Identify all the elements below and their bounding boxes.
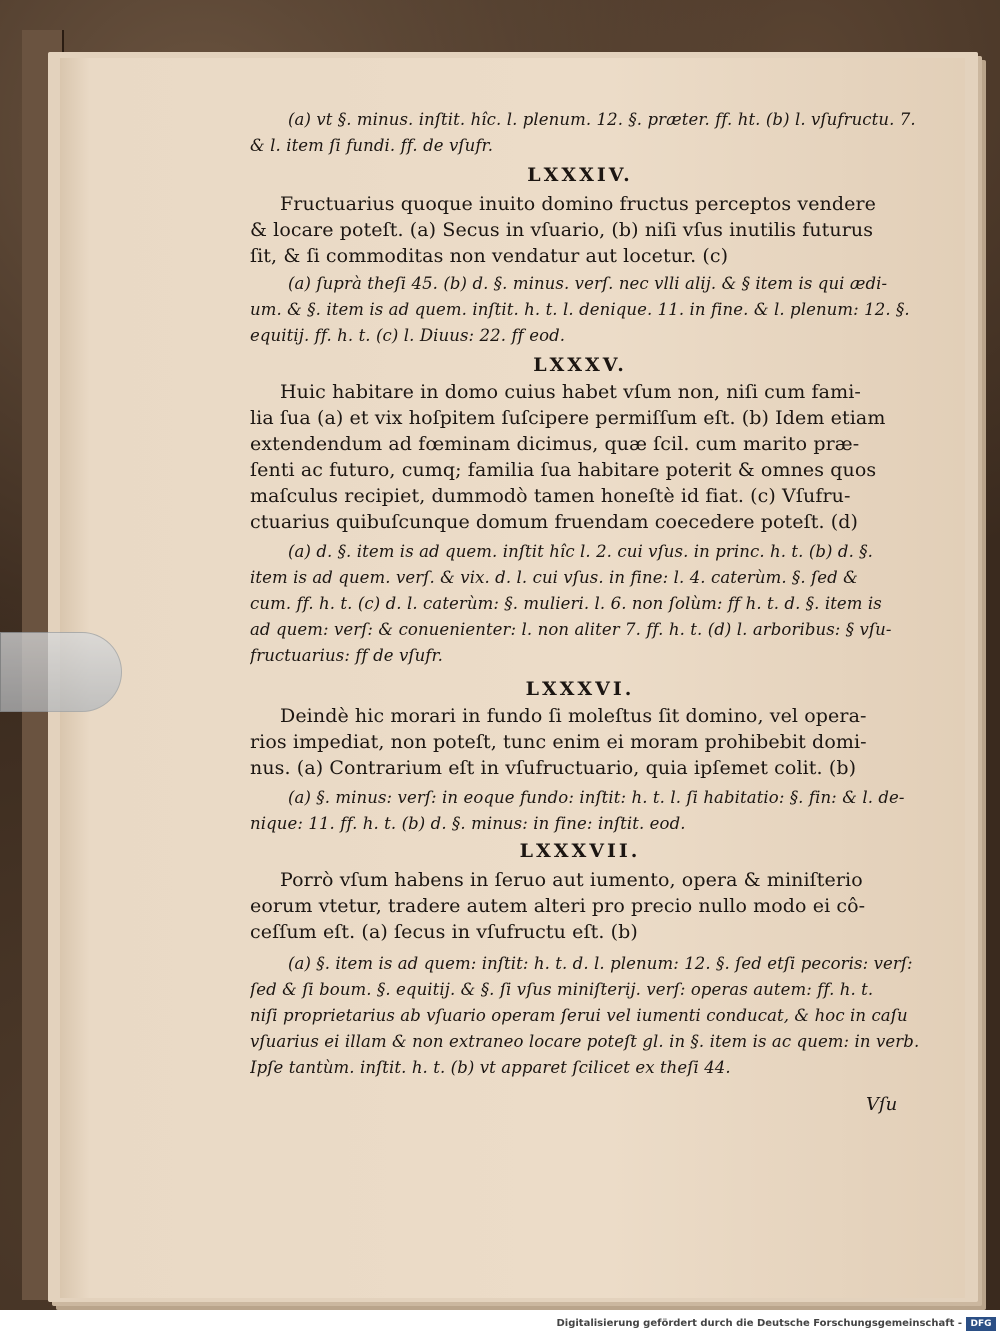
section-heading: LXXXIV.	[527, 164, 633, 186]
body-line: ſenti ac futuro, cumq; familia ſua habitare poterit & omnes quos	[250, 459, 877, 481]
footnote-line: fructuarius: ff de vſufr.	[250, 646, 444, 665]
glass-page-holder	[0, 632, 122, 712]
footnote-line: (a) §. minus: verſ: in eoque fundo: inſtit: h. t. l. ſi habitatio: §. fin: & l. de-	[288, 788, 905, 807]
footnote-line: nique: 11. ff. h. t. (b) d. §. minus: in fine: inſtit. eod.	[250, 814, 686, 833]
footnote-line: niſi proprietarius ab vſuario operam ſerui vel iumenti conducat, & hoc in caſu	[250, 1006, 908, 1025]
footnote-line: ad quem: verſ: & conuenienter: l. non aliter 7. ff. h. t. (d) l. arboribus: § vſu-	[250, 620, 892, 639]
body-line: Porrò vſum habens in ſeruo aut iumento, opera & miniſterio	[280, 869, 863, 891]
footnote-line: equitij. ff. h. t. (c) l. Diuus: 22. ff eod.	[250, 326, 566, 345]
body-line: nus. (a) Contrarium eſt in vſufructuario, quia ipſemet colit. (b)	[250, 757, 857, 779]
footer-bar	[0, 1316, 1000, 1339]
body-line: ceſſum eſt. (a) ſecus in vſufructu eſt. (b)	[250, 921, 638, 943]
catchword: Vſu	[866, 1094, 898, 1115]
body-line: extendendum ad fœminam dicimus, quæ ſcil. cum marito præ-	[250, 433, 860, 455]
body-line: Huic habitare in domo cuius habet vſum non, niſi cum fami-	[280, 381, 861, 403]
footnote-line: cum. ff. h. t. (c) d. l. caterùm: §. mulieri. l. 6. non ſolùm: ff h. t. d. §. item is	[250, 594, 882, 613]
body-line: eorum vtetur, tradere autem alteri pro precio nullo modo ei cô-	[250, 895, 866, 917]
section-heading: LXXXVI.	[525, 678, 635, 700]
section-heading: LXXXVII.	[519, 840, 641, 862]
body-line: ctuarius quibuſcunque domum fruendam coecedere poteſt. (d)	[250, 511, 859, 533]
body-line: lia ſua (a) et vix hoſpitem ſuſcipere permiſſum eſt. (b) Idem etiam	[250, 407, 886, 429]
dfg-logo-icon[interactable]: DFG	[966, 1317, 996, 1331]
footnote-line: (a) vt §. minus. inſtit. hîc. l. plenum. 12. §. præter. ff. ht. (b) l. vſufructu. 7.	[288, 110, 916, 129]
footnote-line: ſed & ſi boum. §. equitij. & §. ſi vſus miniſterij. verſ: operas autem: ff. h. t.	[250, 980, 874, 999]
footnote-line: vſuarius ei illam & non extraneo locare poteſt gl. in §. item is ac quem: in verb.	[250, 1032, 920, 1051]
body-line: Deindè hic morari in fundo ſi moleſtus ſit domino, vel opera-	[280, 705, 867, 727]
footnote-line: (a) ſuprà theſi 45. (b) d. §. minus. verſ. nec vlli alij. & § item is qui ædi-	[288, 274, 888, 293]
section-heading: LXXXV.	[533, 354, 627, 376]
footer-credit: Digitalisierung gefördert durch die Deutsche Forschungsgemeinschaft -	[556, 1318, 962, 1329]
body-line: & locare poteſt. (a) Secus in vſuario, (b) niſi vſus inutilis futurus	[250, 219, 874, 241]
body-line: rios impediat, non poteſt, tunc enim ei moram prohibebit domi-	[250, 731, 867, 753]
body-line: Fructuarius quoque inuito domino fructus perceptos vendere	[280, 193, 877, 215]
footnote-line: (a) d. §. item is ad quem. inſtit hîc l. 2. cui vſus. in princ. h. t. (b) d. §.	[288, 542, 873, 561]
footnote-line: Ipſe tantùm. inſtit. h. t. (b) vt apparet ſcilicet ex theſi 44.	[250, 1058, 731, 1077]
body-line: ſit, & ſi commoditas non vendatur aut locetur. (c)	[250, 245, 729, 267]
body-line: maſculus recipiet, dummodò tamen honeſtè id fiat. (c) Vſufru-	[250, 485, 851, 507]
footnote-line: um. & §. item is ad quem. inſtit. h. t. l. denique. 11. in fine. & l. plenum: 12. §.	[250, 300, 910, 319]
footnote-line: item is ad quem. verſ. & vix. d. l. cui vſus. in fine: l. 4. caterùm. §. ſed &	[250, 568, 858, 587]
footnote-line: (a) §. item is ad quem: inſtit: h. t. d. l. plenum: 12. §. ſed etſi pecoris: verſ:	[288, 954, 913, 973]
footnote-line: & l. item ſi fundi. ff. de vſufr.	[250, 136, 494, 155]
